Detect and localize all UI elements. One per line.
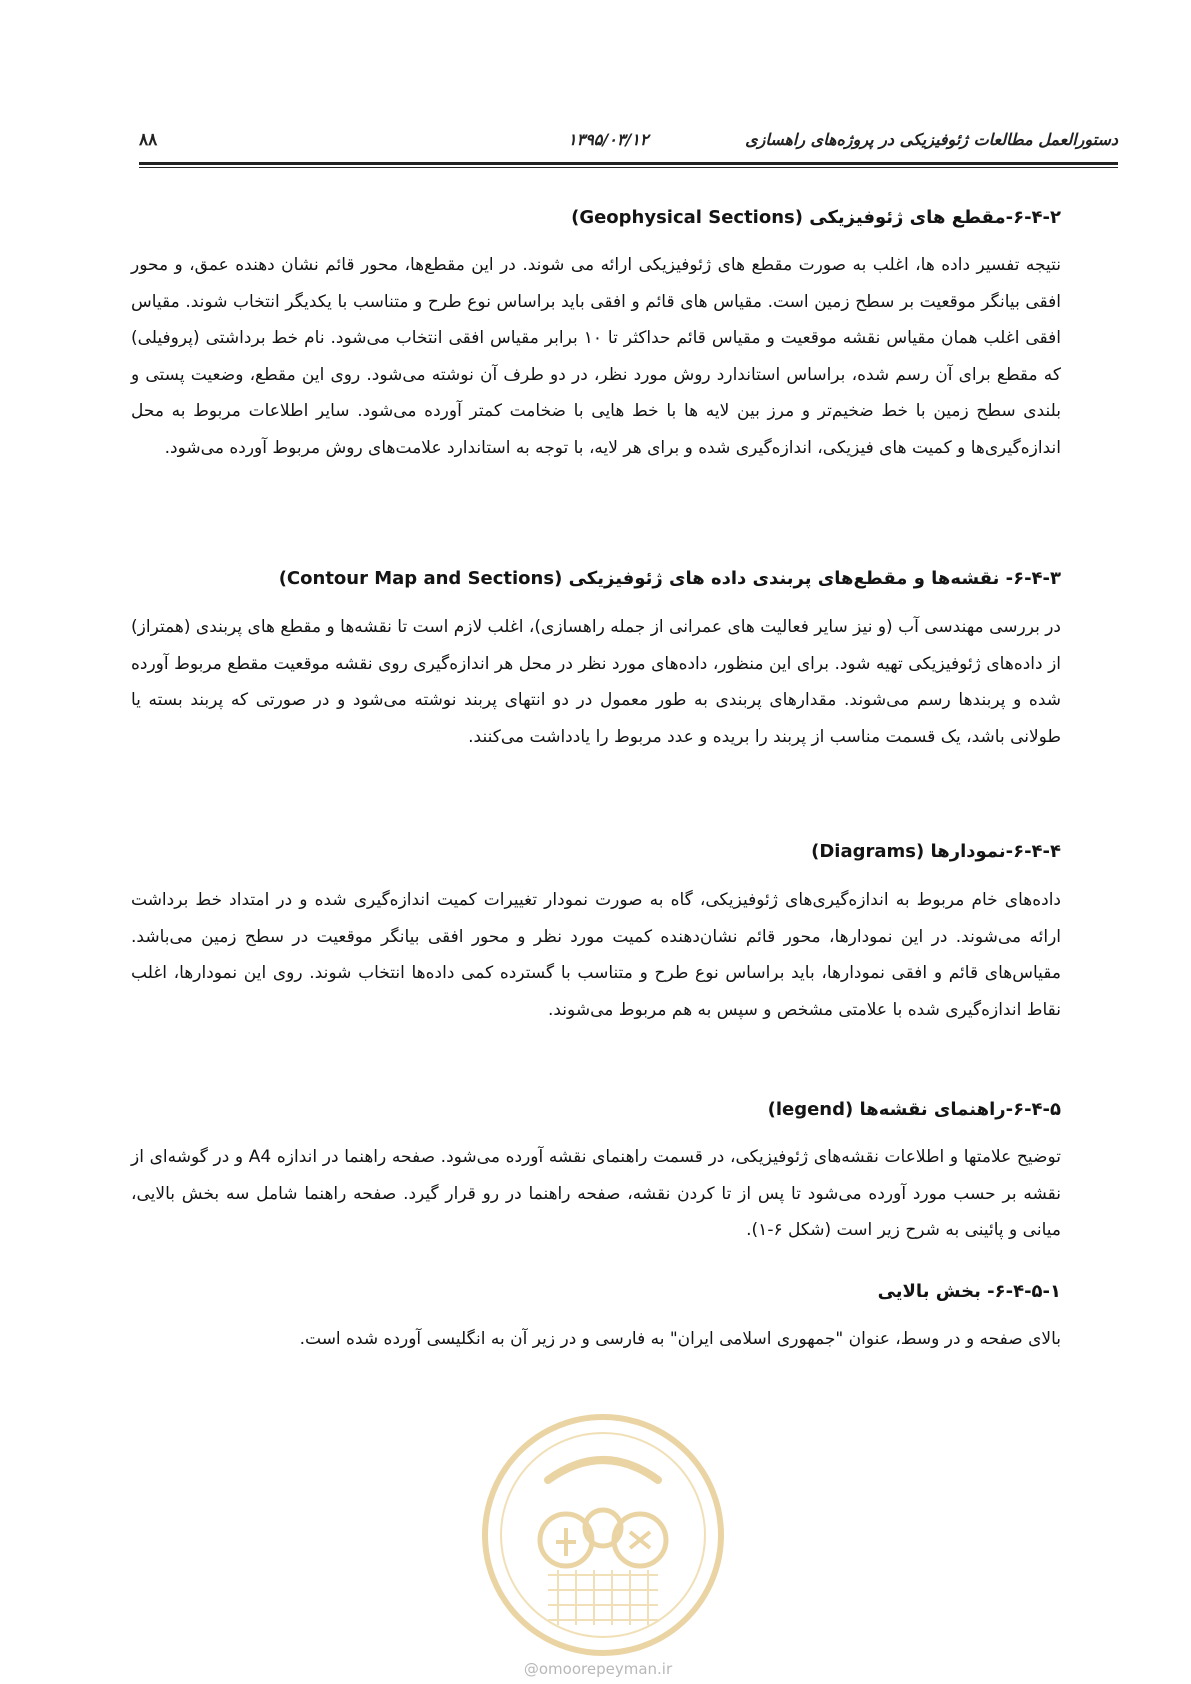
- section-body-contour-maps: در بررسی مهندسی آب (و نیز سایر فعالیت های عمرانی از جمله راهسازی)، اغلب لازم است تا نقشه‌ها و مقطع های پربندی (همتراز) از داده‌های ژئوفیزیکی تهیه شود. برای این منظور، داده‌های مورد نظر در محل هر اندازه‌گیری روی نقشه موقعیت مقطع مربوط آورده شده و پربندها رسم می‌شوند. مقدارهای پربندی به طور معمول در دو انتهای پربند نوشته می‌شود و در صورتی که پربند بسته یا طولانی باشد، یک قسمت مناسب از پربند را بریده و عدد مربوط را یادداشت می‌کنند.: [131, 617, 1061, 747]
- section-body-geophysical-sections: نتیجه تفسیر داده ها، اغلب به صورت مقطع های ژئوفیزیکی ارائه می شوند. در این مقطع‌ها، محور قائم نشان دهنده عمق، و محور افقی بیانگر موقعیت بر سطح زمین است. مقیاس های قائم و افقی باید براساس نوع طرح و متناسب با یکدیگر انتخاب شوند. مقیاس افقی اغلب همان مقیاس نقشه موقعیت و مقیاس قائم حداکثر تا ۱۰ برابر مقیاس افقی انتخاب می‌شود. نام خط برداشتی (پروفیلی) که مقطع برای آن رسم شده، براساس استاندارد روش مورد نظر، در دو طرف آن نوشته می‌شود. روی این مقطع، وضعیت پستی و بلندی سطح زمین با خط ضخیم‌تر و مرز بین لایه ها با خط هایی با ضخامت کمتر آورده می‌شود. سایر اطلاعات مربوط به محل اندازه‌گیری‌ها و کمیت های فیزیکی، اندازه‌گیری شده و برای هر لایه، با توجه به استاندارد علامت‌های روش مربوط آورده می‌شود.: [131, 255, 1061, 458]
- watermark-site-label: @omoorepeyman.ir: [523, 1660, 673, 1678]
- section-heading-contour-maps: ۶-۴-۳- نقشه‌ها و مقطع‌های پربندی داده های ژئوفیزیکی (Contour Map and Sections): [278, 568, 1061, 589]
- section-heading-diagrams: ۶-۴-۴-نمودارها (Diagrams): [811, 841, 1061, 862]
- section-body-top-part: بالای صفحه و در وسط، عنوان "جمهوری اسلامی ایران" به فارسی و در زیر آن به انگلیسی آورده شده است.: [299, 1329, 1061, 1349]
- page-number: ۸۸: [139, 130, 158, 150]
- section-body-legend: توضیح علامتها و اطلاعات نقشه‌های ژئوفیزیکی، در قسمت راهنمای نقشه آورده می‌شود. صفحه راهنما در اندازه A4 و در گوشه‌ای از نقشه بر حسب مورد آورده می‌شود تا پس از تا کردن نقشه، صفحه راهنما در رو قرار گیرد. صفحه راهنما شامل سه بخش بالایی، میانی و پائینی به شرح زیر است (شکل ۶-۱).: [131, 1147, 1061, 1241]
- header-date: ۱۳۹۵/۰۳/۱۲: [568, 130, 649, 149]
- watermark-seal-icon: [478, 1410, 728, 1660]
- section-body-diagrams: داده‌های خام مربوط به اندازه‌گیری‌های ژئوفیزیکی، گاه به صورت نمودار تغییرات کمیت اندازه‌گیری شده و در امتداد خط برداشت ارائه می‌شوند. در این نمودارها، محور قائم نشان‌دهنده کمیت مورد نظر و محور افقی بیانگر موقعیت در سطح زمین می‌باشد. مقیاس‌های قائم و افقی نمودارها، باید براساس نوع طرح و متناسب با گسترده کمی داده‌ها انتخاب شوند. روی این نمودارها، اغلب نقاط اندازه‌گیری شده با علامتی مشخص و سپس به هم مربوط می‌شوند.: [131, 890, 1061, 1020]
- section-heading-legend: ۶-۴-۵-راهنمای نقشه‌ها (legend): [767, 1099, 1061, 1120]
- header-title: دستورالعمل مطالعات ژئوفیزیکی در پروژه‌های راهسازی: [745, 130, 1118, 149]
- running-header: [139, 126, 1118, 156]
- header-rule-thick: [139, 162, 1118, 165]
- section-heading-top-part: ۶-۴-۵-۱- بخش بالایی: [877, 1281, 1061, 1302]
- section-heading-geophysical-sections: ۶-۴-۲-مقطع های ژئوفیزیکی (Geophysical Sections): [571, 207, 1061, 228]
- header-rule-thin: [139, 167, 1118, 168]
